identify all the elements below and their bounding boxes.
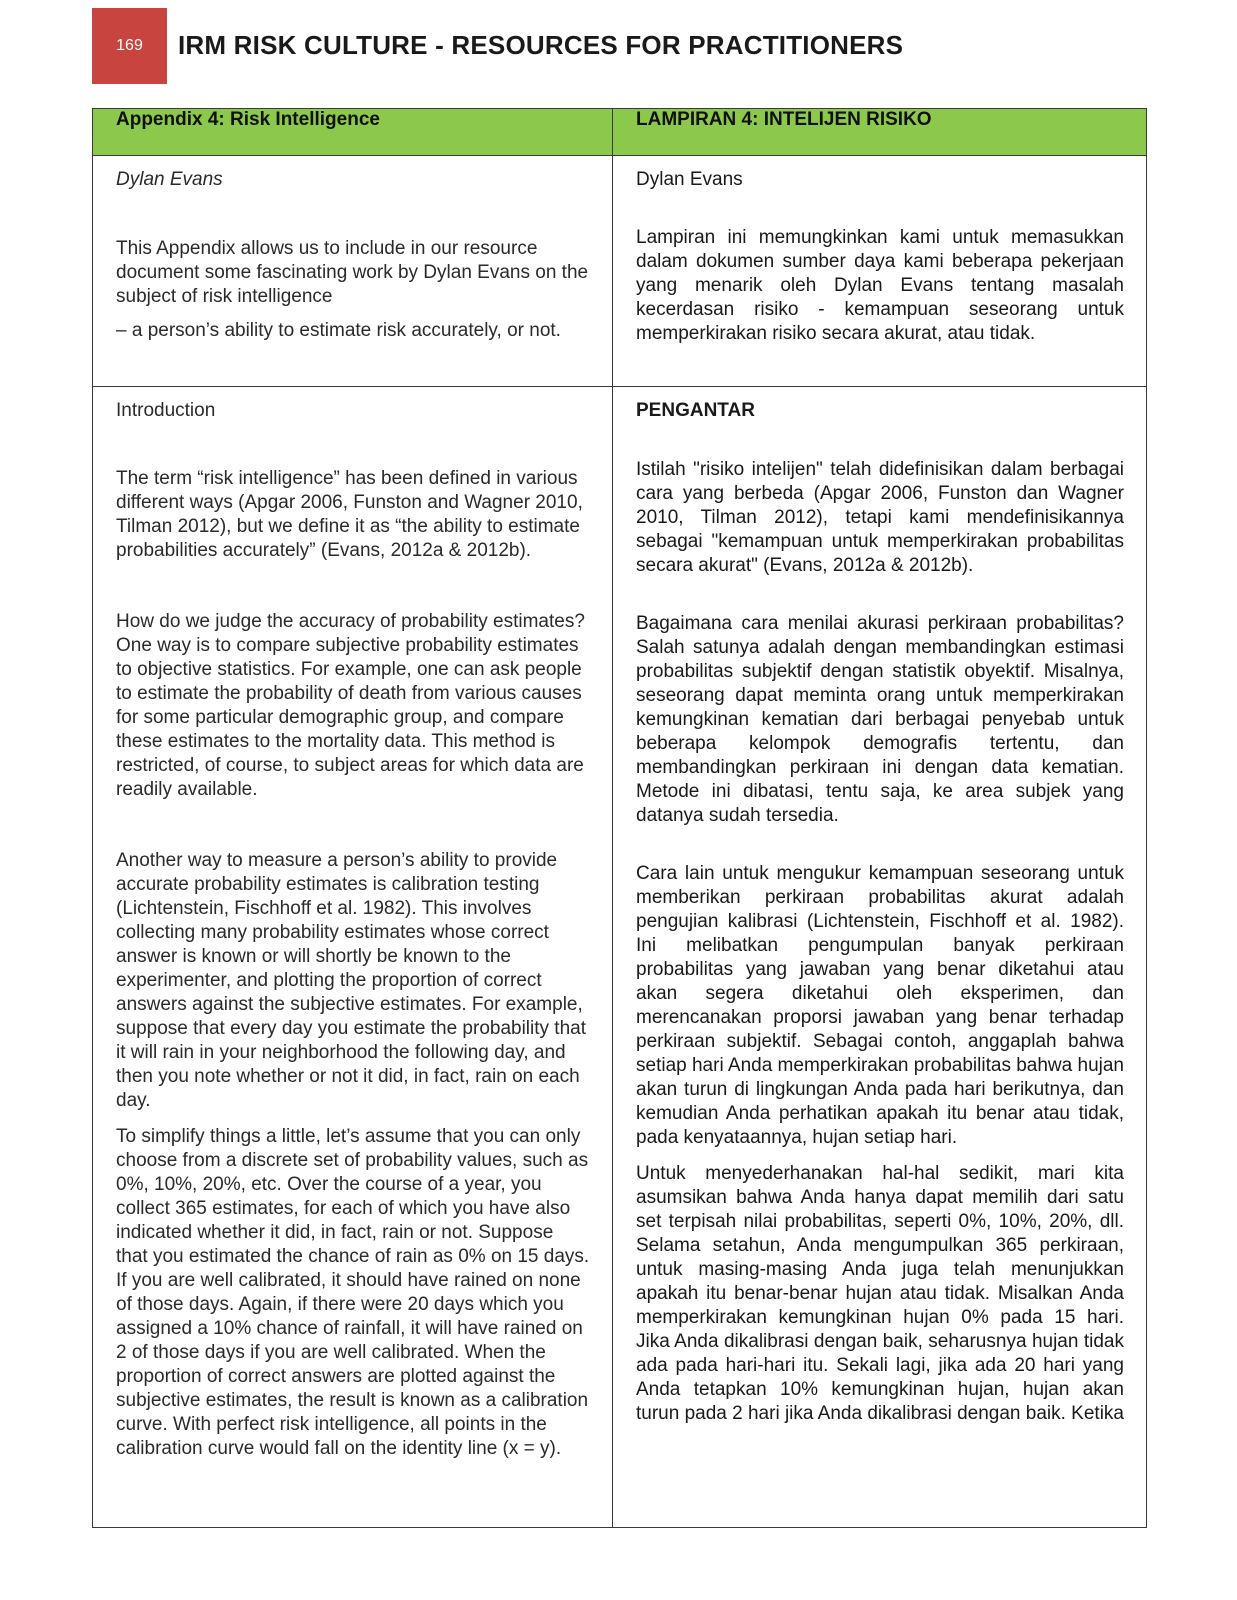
paragraph: To simplify things a little, let’s assume that you can only choose from a discrete set of probability values, such as 0%, 10%, 20%, etc. Over the course of a year, you collect 365 estimates, for each of which you have also indicated whether it did, in fact, rain or not. Suppose that you estimated the chance of rain as 0% on 15 days. If you are well calibrated, it should have rained on none of those days. Again, if there were 20 days which you assigned a 10% chance of rainfall, it will have rained on 2 of those days if you are well calibrated. When the proportion of correct answers are plotted against the subjective estimates, the result is known as a calibration curve. With perfect risk intelligence, all points in the calibration curve would fall on the identity line (x = y). (116, 1126, 590, 1459)
right-column-heading: LAMPIRAN 4: INTELIJEN RISIKO (613, 109, 1147, 156)
document-title: IRM RISK CULTURE - RESOURCES FOR PRACTITIONERS (178, 30, 904, 60)
paragraph: How do we judge the accuracy of probability estimates? One way is to compare subjective probability estimates to objective statistics. For example, one can ask people to estimate the probability of death from various causes for some particular demographic group, and compare these estimates to the mortality data. This method is restricted, of course, to subject areas for which data are readily available. (116, 611, 585, 800)
author-name: Dylan Evans (636, 169, 743, 190)
paragraph: Cara lain untuk mengukur kemampuan seseorang untuk memberikan perkiraan probabilitas akurat adalah pengujian kalibrasi (Lichtenstein, Fischhoff et al. 1982). Ini melibatkan pengumpulan banyak perkiraan probabilitas yang jawaban yang benar diketahui atau akan segera diketahui oleh eksperimen, dan merencanakan proporsi jawaban yang benar terhadap perkiraan subjektif. Sebagai contoh, anggaplah bahwa setiap hari Anda memperkirakan probabilitas bahwa hujan akan turun di lingkungan Anda pada hari berikutnya, dan kemudian Anda perhatikan apakah itu benar atau tidak, pada kenyataannya, hujan setiap hari. (636, 863, 1124, 1148)
table-row (93, 387, 1147, 1528)
paragraph: The term “risk intelligence” has been defined in various different ways (Apgar 2006, Funston and Wagner 2010, Tilman 2012), but we define it as “the ability to estimate probabilities accurately” (Evans, 2012a & 2012b). (116, 468, 583, 561)
paragraph: This Appendix allows us to include in our resource document some fascinating work by Dylan Evans on the subject of risk intelligence (116, 238, 589, 307)
table-row (93, 156, 1147, 387)
paragraph: – a person’s ability to estimate risk accurately, or not. (116, 320, 561, 341)
paragraph: Bagaimana cara menilai akurasi perkiraan probabilitas? Salah satunya adalah dengan membandingkan estimasi probabilitas subjektif dengan statistik obyektif. Misalnya, seseorang dapat meminta orang untuk memperkirakan kemungkinan kematian dari berbagai penyebab untuk beberapa kelompok demografis tertentu, dan membandingkan perkiraan ini dengan data kematian. Metode ini dibatasi, tentu saja, ke area subjek yang datanya sudah tersedia. (636, 613, 1124, 826)
paragraph: Untuk menyederhanakan hal-hal sedikit, mari kita asumsikan bahwa Anda hanya dapat memilih dari satu set terpisah nilai probabilitas, seperti 0%, 10%, 20%, dll. Selama setahun, Anda mengumpulkan 365 perkiraan, untuk masing-masing Anda juga telah menunjukkan apakah itu benar-benar hujan atau tidak. Misalkan Anda memperkirakan kemungkinan hujan 0% pada 15 hari. Jika Anda dikalibrasi dengan baik, seharusnya hujan tidak ada pada hari-hari itu. Sekali lagi, jika ada 20 hari yang Anda tetapkan 10% kemungkinan hujan, hujan akan turun pada 2 hari jika Anda dikalibrasi dengan baik. Ketika (636, 1163, 1124, 1424)
paragraph: Lampiran ini memungkinkan kami untuk memasukkan dalam dokumen sumber daya kami beberapa pekerjaan yang menarik oleh Dylan Evans tentang masalah kecerdasan risiko - kemampuan seseorang untuk memperkirakan risiko secara akurat, atau tidak. (636, 227, 1124, 344)
table-header-row (93, 109, 1147, 156)
left-column-heading: Appendix 4: Risk Intelligence (93, 109, 613, 156)
right-cell-intro (613, 156, 1147, 387)
page-number: 169 (92, 8, 167, 84)
right-cell-body (613, 387, 1147, 1528)
section-heading: PENGANTAR (636, 400, 755, 421)
left-cell-body (93, 387, 613, 1528)
bilingual-table (92, 108, 1147, 1528)
left-cell-intro (93, 156, 613, 387)
section-heading: Introduction (116, 400, 216, 421)
paragraph: Istilah "risiko intelijen" telah didefinisikan dalam berbagai cara yang berbeda (Apgar 2006, Funston dan Wagner 2010, Tilman 2012), tetapi kami mendefinisikannya sebagai "kemampuan untuk memperkirakan probabilitas secara akurat" (Evans, 2012a & 2012b). (636, 459, 1124, 576)
author-name: Dylan Evans (116, 169, 223, 190)
paragraph: Another way to measure a person’s ability to provide accurate probability estimates is calibration testing (Lichtenstein, Fischhoff et al. 1982). This involves collecting many probability estimates whose correct answer is known or will shortly be known to the experimenter, and plotting the proportion of correct answers against the subjective estimates. For example, suppose that every day you estimate the probability that it will rain in your neighborhood the following day, and then you note whether or not it did, in fact, rain on each day. (116, 850, 586, 1111)
